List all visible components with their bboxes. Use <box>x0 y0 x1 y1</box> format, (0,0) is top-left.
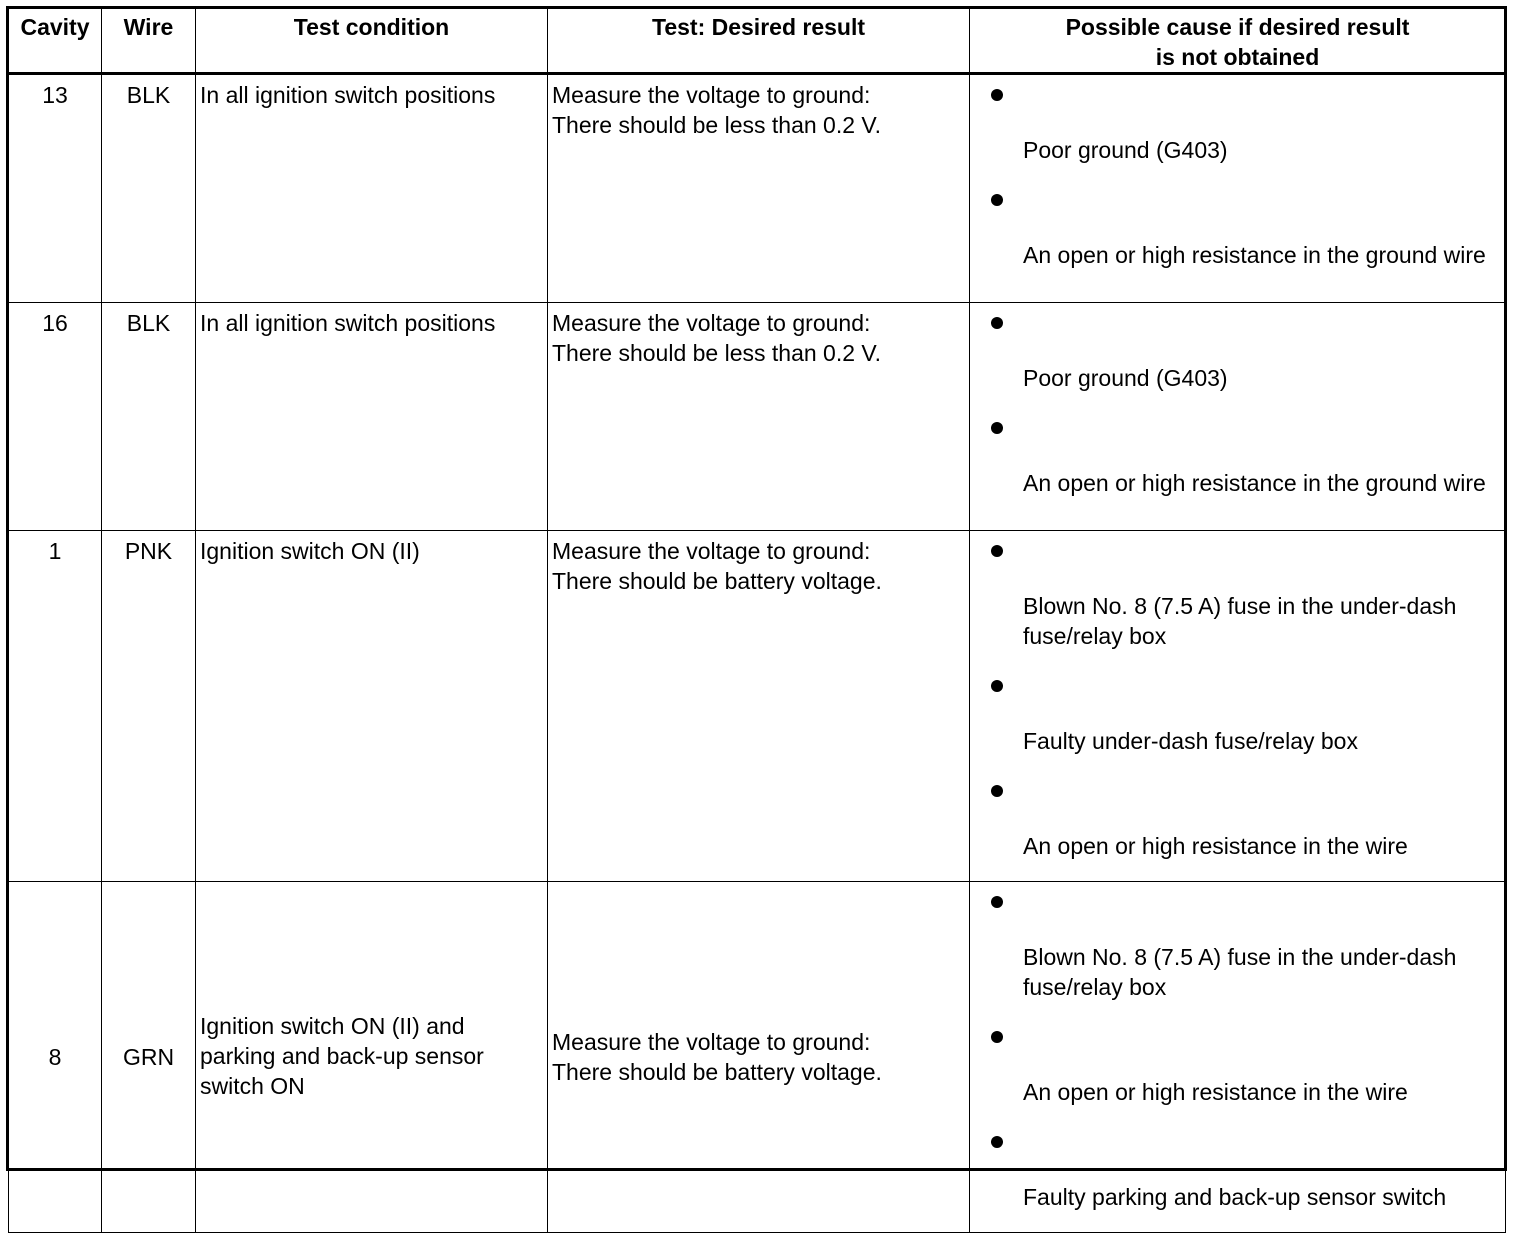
cavity-cell: 1 <box>9 531 102 882</box>
list-item <box>988 413 1499 518</box>
result-line1: Measure the voltage to ground: <box>552 538 871 564</box>
desired-result-cell <box>548 74 970 303</box>
list-item <box>988 1022 1499 1127</box>
desired-result-cell <box>548 303 970 531</box>
list-item <box>988 671 1499 776</box>
cavity-cell: 8 <box>9 882 102 1233</box>
bullet-icon <box>988 776 1499 806</box>
table-row <box>9 882 1506 1233</box>
cause-text: An open or high resistance in the wire <box>1023 1079 1408 1105</box>
wire-cell: PNK <box>102 531 196 882</box>
list-item <box>988 308 1499 413</box>
table-row <box>9 74 1506 303</box>
cavity-cell: 13 <box>9 74 102 303</box>
test-condition-cell: In all ignition switch positions <box>196 74 548 303</box>
wire-cell: GRN <box>102 882 196 1233</box>
result-line1: Measure the voltage to ground: <box>552 1029 871 1055</box>
bullet-icon <box>988 1022 1499 1052</box>
header-row <box>9 9 1506 74</box>
test-condition-cell: Ignition switch ON (II) <box>196 531 548 882</box>
list-item <box>988 776 1499 881</box>
test-condition-cell: Ignition switch ON (II) and parking and back-up sensor switch ON <box>196 882 548 1233</box>
bullet-icon <box>988 671 1499 701</box>
header-cause-line2: is not obtained <box>1155 44 1320 70</box>
header-cause-line1: Possible cause if desired result <box>1065 14 1410 40</box>
cause-text: Faulty parking and back-up sensor switch <box>1023 1184 1447 1210</box>
bullet-icon <box>988 413 1499 443</box>
list-item <box>988 1127 1499 1232</box>
list-item <box>988 887 1499 1022</box>
bullet-icon <box>988 308 1499 338</box>
header-possible-cause <box>970 9 1506 74</box>
test-condition-cell: In all ignition switch positions <box>196 303 548 531</box>
cause-text: Poor ground (G403) <box>1023 365 1228 391</box>
result-line2: There should be battery voltage. <box>552 1059 882 1085</box>
cause-text: Faulty under-dash fuse/relay box <box>1023 728 1358 754</box>
possible-cause-cell <box>970 531 1506 882</box>
connector-test-table <box>8 8 1506 1233</box>
wire-cell: BLK <box>102 303 196 531</box>
desired-result-cell <box>548 882 970 1233</box>
result-line2: There should be less than 0.2 V. <box>552 340 882 366</box>
result-line2: There should be battery voltage. <box>552 568 882 594</box>
desired-result-cell <box>548 531 970 882</box>
cause-list <box>988 80 1499 290</box>
header-desired-result: Test: Desired result <box>548 9 970 74</box>
result-line1: Measure the voltage to ground: <box>552 82 871 108</box>
possible-cause-cell <box>970 882 1506 1233</box>
cause-text: Blown No. 8 (7.5 A) fuse in the under-dash fuse/relay box <box>1023 944 1457 1000</box>
header-cavity: Cavity <box>9 9 102 74</box>
cause-text: An open or high resistance in the ground wire <box>1023 242 1486 268</box>
header-wire: Wire <box>102 9 196 74</box>
cause-text: An open or high resistance in the wire <box>1023 833 1408 859</box>
bullet-icon <box>988 1127 1499 1157</box>
cause-list <box>988 887 1499 1232</box>
cause-text: Poor ground (G403) <box>1023 137 1228 163</box>
bullet-icon <box>988 185 1499 215</box>
cavity-cell: 16 <box>9 303 102 531</box>
header-test-condition: Test condition <box>196 9 548 74</box>
cause-text: Blown No. 8 (7.5 A) fuse in the under-dash fuse/relay box <box>1023 593 1457 649</box>
result-line2: There should be less than 0.2 V. <box>552 112 882 138</box>
cause-list <box>988 536 1499 881</box>
bullet-icon <box>988 80 1499 110</box>
bullet-icon <box>988 887 1499 917</box>
wire-cell: BLK <box>102 74 196 303</box>
possible-cause-cell <box>970 74 1506 303</box>
cause-text: An open or high resistance in the ground wire <box>1023 470 1486 496</box>
possible-cause-cell <box>970 303 1506 531</box>
table-row <box>9 531 1506 882</box>
list-item <box>988 536 1499 671</box>
bullet-icon <box>988 536 1499 566</box>
result-line1: Measure the voltage to ground: <box>552 310 871 336</box>
list-item <box>988 185 1499 290</box>
cause-list <box>988 308 1499 518</box>
list-item <box>988 80 1499 185</box>
table-row <box>9 303 1506 531</box>
